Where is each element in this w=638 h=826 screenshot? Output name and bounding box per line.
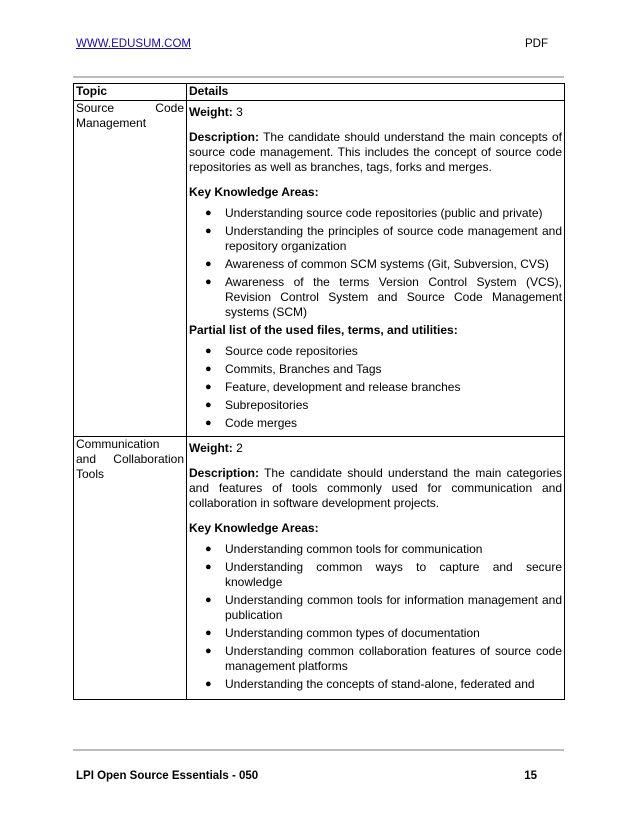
list-item: ● Understanding common collaboration features of source code management platforms: [205, 644, 562, 673]
table-row: [74, 437, 565, 700]
list-item: ● Understanding common tools for information management and publication: [205, 593, 562, 622]
list-item: ● Code merges: [205, 416, 298, 430]
partial-list: [189, 344, 562, 431]
topic-line: Source Code: [76, 101, 184, 115]
list-item: ● Subrepositories: [205, 398, 309, 412]
list-item: ● Understanding the concepts of stand-alone, federated and: [205, 677, 535, 691]
list-item: ● Understanding common tools for communication: [205, 542, 483, 556]
weight: Weight: 3: [189, 105, 243, 119]
key-knowledge-title: Key Knowledge Areas:: [189, 521, 319, 535]
footer-divider: [73, 749, 564, 751]
list-item: ● Source code repositories: [205, 344, 358, 358]
partial-list-title: Partial list of the used files, terms, and utilities:: [189, 323, 458, 337]
column-header-details: Details: [187, 84, 565, 101]
details-cell: [187, 437, 565, 700]
topics-table: [73, 83, 565, 700]
header-pdf-label: PDF: [525, 38, 548, 50]
details-cell: [187, 101, 565, 437]
description: Description: The candidate should understand the main concepts of source code management. This includes the concept of source code repositories as well as branches, tags, forks and merges.: [189, 130, 562, 174]
list-item: ● Awareness of common SCM systems (Git, Subversion, CVS): [205, 257, 549, 271]
header-divider: [73, 76, 564, 78]
table-row: [74, 101, 565, 437]
list-item: ● Feature, development and release branches: [205, 380, 461, 394]
footer-title: LPI Open Source Essentials - 050: [76, 770, 259, 782]
weight: Weight: 2: [189, 441, 243, 455]
key-knowledge-title: Key Knowledge Areas:: [189, 185, 319, 199]
list-item: ● Commits, Branches and Tags: [205, 362, 382, 376]
topic-cell: [74, 437, 187, 700]
list-item: ● Awareness of the terms Version Control System (VCS), Revision Control System and Source Code Management systems (SCM): [205, 275, 562, 319]
description: Description: The candidate should understand the main categories and features of tools commonly used for communication and collaboration in software development projects.: [189, 466, 562, 510]
page-number: 15: [524, 770, 537, 782]
list-item: ● Understanding common ways to capture and secure knowledge: [205, 560, 562, 589]
topic-line: and Collaboration: [76, 452, 184, 466]
topic-line: Communication: [76, 437, 160, 451]
topic-line: Tools: [76, 467, 105, 481]
table-header-row: [74, 84, 565, 101]
list-item: ● Understanding source code repositories (public and private): [205, 206, 543, 220]
column-header-topic: Topic: [74, 84, 187, 101]
site-link[interactable]: WWW.EDUSUM.COM: [76, 38, 191, 50]
key-knowledge-list: [189, 542, 562, 692]
list-item: ● Understanding the principles of source code management and repository organization: [205, 224, 562, 253]
topic-cell: [74, 101, 187, 437]
list-item: ● Understanding common types of documentation: [205, 626, 480, 640]
key-knowledge-list: [189, 206, 562, 320]
topic-line: Management: [76, 116, 147, 130]
